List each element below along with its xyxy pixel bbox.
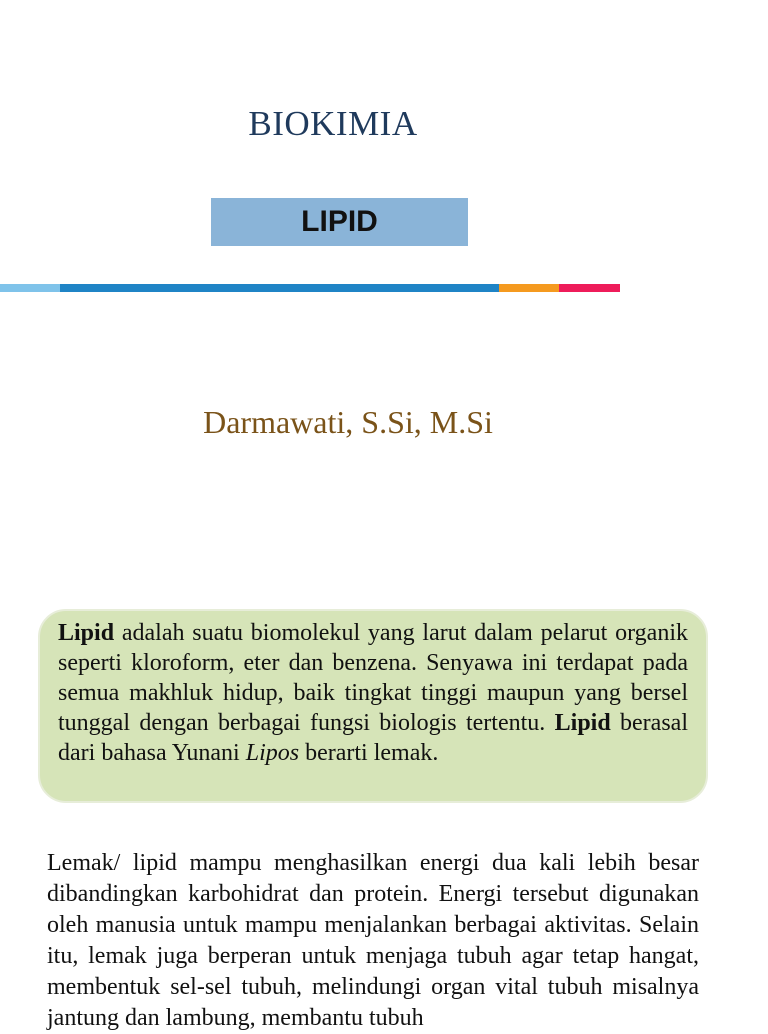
- stripe-segment-orange: [499, 284, 559, 292]
- subject-label: LIPID: [301, 205, 378, 238]
- definition-term-lipos: Lipos: [245, 740, 300, 766]
- definition-box: [38, 609, 708, 803]
- color-stripe-divider: [0, 284, 620, 292]
- stripe-segment-blue: [60, 284, 499, 292]
- author-name: Darmawati, S.Si, M.Si: [203, 404, 493, 440]
- definition-text-part2: berasal dari bahasa Yunani: [58, 710, 688, 766]
- definition-text-part1: adalah suatu biomolekul yang larut dalam pelarut organik seperti kloroform, eter dan benzena. Senyawa ini terdapat pada semua makhluk hidup, baik tingkat tinggi maupun yang bersel tunggal dengan berbagai fungsi biologis tertentu.: [58, 620, 688, 736]
- subject-label-box: [211, 198, 468, 246]
- definition-text-part3: berarti lemak.: [299, 740, 439, 766]
- stripe-segment-light-blue: [0, 284, 60, 292]
- slide-title: BIOKIMIA: [248, 104, 418, 143]
- body-paragraph: Lemak/ lipid mampu menghasilkan energi dua kali lebih besar dibandingkan karbohidrat dan protein. Energi tersebut digunakan oleh manusia untuk mampu menjalankan berbagai aktivitas. Selain itu, lemak juga berperan untuk menjaga tubuh agar tetap hangat, membentuk sel-sel tubuh, melindungi organ vital tubuh misalnya jantung dan lambung, membantu tubuh: [47, 850, 699, 1031]
- definition-term-lipid: Lipid: [58, 620, 115, 646]
- definition-term-lipid-2: Lipid: [554, 710, 611, 736]
- stripe-segment-pink: [559, 284, 620, 292]
